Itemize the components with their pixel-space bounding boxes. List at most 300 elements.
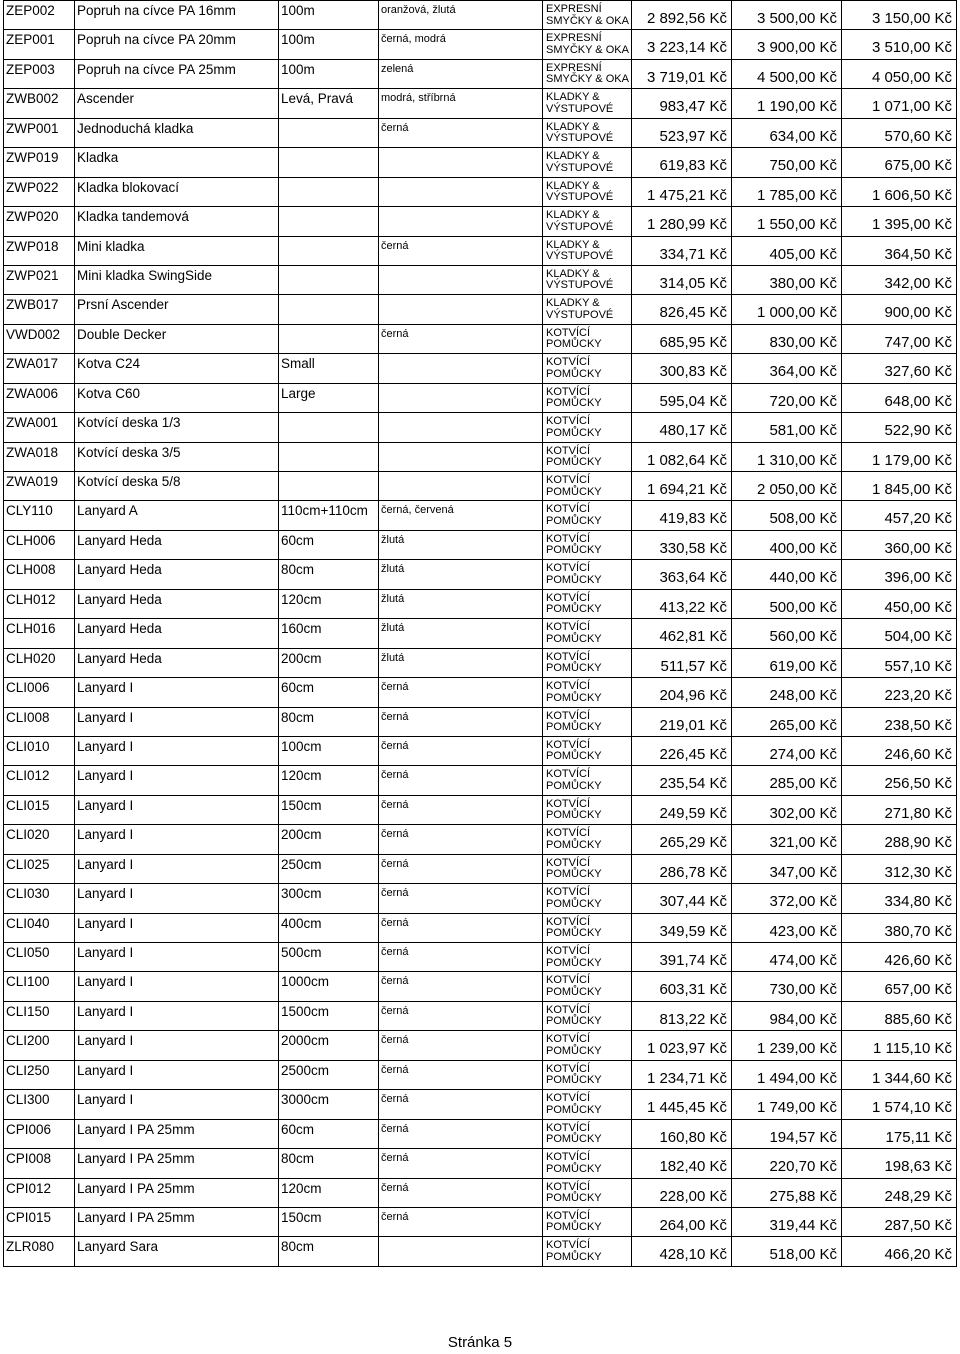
- product-name-text: Lanyard I: [77, 1092, 134, 1108]
- size-cell: [279, 177, 379, 206]
- product-code-text: CPI006: [6, 1121, 52, 1137]
- product-code-cell: [4, 619, 75, 648]
- discounted-price-cell: [842, 972, 957, 1001]
- product-name-text: Kotva C24: [77, 356, 141, 372]
- price-without-vat-text: 1 280,99 Kč: [646, 216, 727, 234]
- table-row: [4, 736, 957, 765]
- price-with-vat-cell: [732, 913, 842, 942]
- price-with-vat-text: 194,57 Kč: [769, 1128, 837, 1146]
- price-with-vat-text: 321,00 Kč: [769, 834, 837, 852]
- discounted-price-cell: [842, 648, 957, 677]
- product-name-text: Lanyard I: [77, 856, 134, 872]
- table-row: [4, 30, 957, 59]
- product-code-text: ZWP018: [6, 238, 59, 254]
- product-name-text: Lanyard I: [77, 1033, 134, 1049]
- color-text: [381, 443, 542, 446]
- product-code-cell: [4, 1031, 75, 1060]
- size-cell: [279, 236, 379, 265]
- product-code-text: ZWP019: [6, 150, 59, 166]
- discounted-price-cell: [842, 59, 957, 88]
- table-row: [4, 1149, 957, 1178]
- category-cell: [543, 383, 632, 412]
- price-without-vat-text: 226,45 Kč: [659, 745, 727, 763]
- category-cell: [543, 354, 632, 383]
- product-name-cell: [75, 413, 279, 442]
- product-code-text: CLI010: [6, 738, 50, 754]
- category-text: KOTVÍCÍ POMŮCKY: [546, 1003, 602, 1028]
- table-row: [4, 1119, 957, 1148]
- category-text: KOTVÍCÍ POMŮCKY: [546, 1239, 602, 1263]
- size-text: [281, 266, 378, 268]
- price-with-vat-cell: [732, 265, 842, 294]
- category-text: KOTVÍCÍ POMŮCKY: [546, 621, 602, 645]
- discounted-price-text: 4 050,00 Kč: [871, 68, 952, 86]
- color-text: černá: [381, 710, 409, 723]
- table-row: [4, 1090, 957, 1119]
- category-cell: [543, 648, 632, 677]
- price-with-vat-cell: [732, 1090, 842, 1119]
- product-name-cell: [75, 354, 279, 383]
- table-row: [4, 972, 957, 1001]
- table-row: [4, 560, 957, 589]
- color-cell: [379, 1119, 543, 1148]
- price-without-vat-text: 235,54 Kč: [659, 775, 727, 793]
- product-code-text: ZWP021: [6, 267, 59, 283]
- discounted-price-text: 426,60 Kč: [884, 952, 952, 969]
- size-cell: [279, 943, 379, 972]
- discounted-price-cell: [842, 795, 957, 824]
- size-text: 500cm: [281, 945, 322, 960]
- color-text: černá, modrá: [381, 33, 446, 46]
- price-with-vat-text: 1 000,00 Kč: [756, 304, 837, 322]
- category-text: KOTVÍCÍ POMŮCKY: [546, 1180, 602, 1204]
- color-cell: [379, 1090, 543, 1119]
- category-text: EXPRESNÍ SMYČKY & OKA: [546, 61, 629, 86]
- color-text: [381, 384, 542, 387]
- color-cell: [379, 943, 543, 972]
- category-text: KOTVÍCÍ POMŮCKY: [546, 650, 602, 675]
- price-without-vat-cell: [632, 89, 732, 118]
- size-text: [281, 295, 378, 297]
- price-with-vat-cell: [732, 854, 842, 883]
- discounted-price-text: 312,30 Kč: [884, 863, 952, 881]
- product-code-text: ZWA017: [6, 356, 59, 372]
- price-with-vat-text: 2 050,00 Kč: [756, 481, 837, 498]
- product-name-text: Ascender: [77, 91, 135, 107]
- product-code-text: ZWP001: [6, 120, 59, 136]
- size-cell: [279, 59, 379, 88]
- category-cell: [543, 324, 632, 353]
- discounted-price-cell: [842, 413, 957, 442]
- product-name-cell: [75, 530, 279, 559]
- color-text: černá: [381, 798, 409, 811]
- table-row: [4, 442, 957, 471]
- price-without-vat-cell: [632, 560, 732, 589]
- product-name-cell: [75, 766, 279, 795]
- product-code-text: ZEP001: [6, 32, 55, 48]
- table-row: [4, 324, 957, 353]
- product-name-text: Lanyard I PA 25mm: [77, 1121, 195, 1137]
- product-name-text: Kotvící deska 5/8: [77, 474, 181, 489]
- discounted-price-cell: [842, 943, 957, 972]
- price-with-vat-text: 830,00 Kč: [769, 333, 837, 351]
- category-cell: [543, 1001, 632, 1030]
- color-text: černá: [381, 916, 409, 929]
- price-with-vat-cell: [732, 1178, 842, 1207]
- size-cell: [279, 1119, 379, 1148]
- color-text: černá: [381, 121, 409, 134]
- discounted-price-cell: [842, 1149, 957, 1178]
- category-text: KLADKY & VÝSTUPOVÉ: [546, 120, 614, 145]
- product-code-cell: [4, 678, 75, 707]
- product-code-text: CLI012: [6, 768, 50, 784]
- price-without-vat-cell: [632, 884, 732, 913]
- product-code-cell: [4, 89, 75, 118]
- size-cell: [279, 884, 379, 913]
- price-without-vat-text: 349,59 Kč: [659, 922, 727, 940]
- product-name-cell: [75, 943, 279, 972]
- size-text: 80cm: [281, 1239, 315, 1255]
- price-with-vat-cell: [732, 736, 842, 765]
- price-without-vat-cell: [632, 59, 732, 88]
- category-cell: [543, 1149, 632, 1178]
- category-text: KOTVÍCÍ POMŮCKY: [546, 915, 602, 940]
- price-with-vat-cell: [732, 1001, 842, 1030]
- price-without-vat-text: 1 082,64 Kč: [646, 451, 727, 469]
- product-code-text: CLI040: [6, 915, 50, 931]
- product-name-cell: [75, 501, 279, 530]
- product-name-cell: [75, 1, 279, 30]
- discounted-price-text: 885,60 Kč: [884, 1010, 952, 1028]
- color-cell: [379, 118, 543, 147]
- discounted-price-cell: [842, 118, 957, 147]
- size-cell: [279, 648, 379, 677]
- product-code-cell: [4, 1001, 75, 1030]
- product-code-text: CPI012: [6, 1180, 52, 1196]
- product-name-text: Lanyard I PA 25mm: [77, 1151, 195, 1167]
- table-row: [4, 619, 957, 648]
- table-row: [4, 854, 957, 883]
- product-code-cell: [4, 236, 75, 265]
- price-list-table: [3, 0, 957, 1267]
- product-code-cell: [4, 30, 75, 59]
- product-code-cell: [4, 265, 75, 294]
- size-cell: [279, 1, 379, 30]
- size-cell: [279, 619, 379, 648]
- color-cell: [379, 442, 543, 471]
- discounted-price-text: 396,00 Kč: [884, 569, 952, 587]
- category-cell: [543, 884, 632, 913]
- product-code-cell: [4, 295, 75, 324]
- product-name-text: Kladka: [77, 150, 119, 166]
- price-with-vat-cell: [732, 118, 842, 147]
- discounted-price-cell: [842, 501, 957, 530]
- price-without-vat-cell: [632, 825, 732, 854]
- price-without-vat-text: 300,83 Kč: [659, 363, 727, 381]
- product-code-cell: [4, 648, 75, 677]
- price-without-vat-cell: [632, 972, 732, 1001]
- discounted-price-cell: [842, 207, 957, 236]
- price-with-vat-cell: [732, 1, 842, 30]
- product-name-text: Lanyard Heda: [77, 532, 162, 548]
- product-name-cell: [75, 236, 279, 265]
- price-without-vat-cell: [632, 265, 732, 294]
- discounted-price-cell: [842, 1031, 957, 1060]
- price-without-vat-cell: [632, 1149, 732, 1178]
- discounted-price-text: 288,90 Kč: [884, 834, 952, 852]
- discounted-price-text: 246,60 Kč: [884, 745, 952, 763]
- price-without-vat-text: 307,44 Kč: [659, 893, 727, 911]
- price-with-vat-text: 518,00 Kč: [769, 1246, 837, 1264]
- product-name-cell: [75, 854, 279, 883]
- product-code-text: CLI008: [6, 709, 50, 725]
- price-with-vat-text: 720,00 Kč: [769, 392, 837, 410]
- product-name-cell: [75, 1178, 279, 1207]
- discounted-price-text: 380,70 Kč: [884, 922, 952, 940]
- price-with-vat-text: 500,00 Kč: [769, 598, 837, 616]
- product-name-cell: [75, 295, 279, 324]
- category-text: KOTVÍCÍ POMŮCKY: [546, 680, 602, 704]
- table-row: [4, 707, 957, 736]
- category-cell: [543, 295, 632, 324]
- category-text: KLADKY & VÝSTUPOVÉ: [546, 179, 614, 204]
- color-text: [381, 178, 542, 181]
- discounted-price-text: 248,29 Kč: [884, 1187, 952, 1205]
- table-row: [4, 59, 957, 88]
- color-cell: [379, 589, 543, 618]
- category-cell: [543, 1119, 632, 1148]
- size-text: [281, 148, 378, 150]
- category-text: EXPRESNÍ SMYČKY & OKA: [546, 3, 629, 27]
- price-without-vat-text: 413,22 Kč: [659, 598, 727, 616]
- category-cell: [543, 1237, 632, 1266]
- category-cell: [543, 236, 632, 265]
- size-text: 120cm: [281, 1180, 322, 1196]
- size-text: 250cm: [281, 856, 322, 872]
- price-with-vat-text: 634,00 Kč: [769, 127, 837, 145]
- price-without-vat-text: 182,40 Kč: [659, 1158, 727, 1176]
- price-with-vat-text: 984,00 Kč: [769, 1010, 837, 1028]
- color-text: zelená: [381, 62, 414, 75]
- price-without-vat-text: 480,17 Kč: [659, 422, 727, 440]
- size-cell: [279, 825, 379, 854]
- product-name-text: Lanyard I: [77, 827, 134, 843]
- price-without-vat-cell: [632, 1237, 732, 1266]
- product-name-cell: [75, 177, 279, 206]
- product-name-text: Jednoduchá kladka: [77, 120, 194, 136]
- discounted-price-text: 1 606,50 Kč: [871, 186, 952, 204]
- product-name-text: Mini kladka SwingSide: [77, 267, 213, 283]
- price-with-vat-cell: [732, 1119, 842, 1148]
- price-without-vat-cell: [632, 854, 732, 883]
- size-text: 60cm: [281, 532, 315, 548]
- price-with-vat-cell: [732, 530, 842, 559]
- product-name-cell: [75, 265, 279, 294]
- size-cell: [279, 678, 379, 707]
- product-name-text: Lanyard I: [77, 797, 134, 813]
- table-row: [4, 678, 957, 707]
- product-code-text: CLI020: [6, 827, 50, 843]
- category-text: KOTVÍCÍ POMŮCKY: [546, 768, 602, 792]
- product-name-text: Lanyard A: [77, 503, 138, 519]
- color-cell: [379, 295, 543, 324]
- size-text: 100m: [281, 32, 315, 48]
- price-without-vat-text: 314,05 Kč: [659, 274, 727, 292]
- color-cell: [379, 413, 543, 442]
- product-code-text: ZWP020: [6, 209, 59, 225]
- discounted-price-cell: [842, 89, 957, 118]
- size-text: 1000cm: [281, 974, 330, 990]
- price-with-vat-text: 730,00 Kč: [769, 981, 837, 999]
- price-without-vat-text: 1 445,45 Kč: [646, 1099, 727, 1117]
- category-cell: [543, 59, 632, 88]
- size-cell: [279, 795, 379, 824]
- size-text: 60cm: [281, 1121, 315, 1137]
- price-without-vat-cell: [632, 442, 732, 471]
- price-without-vat-text: 160,80 Kč: [659, 1128, 727, 1146]
- table-row: [4, 1031, 957, 1060]
- product-name-cell: [75, 589, 279, 618]
- color-text: oranžová, žlutá: [381, 4, 456, 16]
- price-without-vat-text: 523,97 Kč: [659, 127, 727, 145]
- discounted-price-text: 747,00 Kč: [884, 333, 952, 351]
- discounted-price-cell: [842, 1060, 957, 1089]
- size-text: 60cm: [281, 680, 315, 696]
- product-code-cell: [4, 118, 75, 147]
- category-cell: [543, 1, 632, 30]
- category-text: KOTVÍCÍ POMŮCKY: [546, 1033, 602, 1057]
- price-without-vat-cell: [632, 795, 732, 824]
- table-row: [4, 265, 957, 294]
- discounted-price-cell: [842, 678, 957, 707]
- product-name-cell: [75, 825, 279, 854]
- size-text: 150cm: [281, 797, 322, 813]
- size-text: 300cm: [281, 886, 322, 902]
- product-name-cell: [75, 884, 279, 913]
- product-code-text: VWD002: [6, 326, 61, 342]
- color-text: [381, 266, 542, 269]
- category-text: KOTVÍCÍ POMŮCKY: [546, 503, 602, 527]
- table-row: [4, 89, 957, 118]
- product-name-text: Kotvící deska 1/3: [77, 415, 181, 431]
- category-cell: [543, 501, 632, 530]
- price-with-vat-text: 248,00 Kč: [769, 687, 837, 705]
- color-cell: [379, 1031, 543, 1060]
- category-cell: [543, 707, 632, 736]
- category-cell: [543, 943, 632, 972]
- category-text: KOTVÍCÍ POMŮCKY: [546, 886, 602, 910]
- product-name-cell: [75, 472, 279, 501]
- discounted-price-cell: [842, 766, 957, 795]
- category-cell: [543, 1178, 632, 1207]
- product-code-text: CLH016: [6, 621, 56, 637]
- price-with-vat-text: 423,00 Kč: [769, 922, 837, 940]
- price-without-vat-text: 204,96 Kč: [659, 687, 727, 705]
- color-cell: [379, 619, 543, 648]
- price-with-vat-cell: [732, 354, 842, 383]
- price-without-vat-cell: [632, 1119, 732, 1148]
- color-text: černá: [381, 1210, 409, 1223]
- color-text: [381, 472, 542, 475]
- discounted-price-text: 334,80 Kč: [884, 893, 952, 911]
- price-with-vat-text: 1 239,00 Kč: [756, 1040, 837, 1058]
- product-code-cell: [4, 324, 75, 353]
- table-row: [4, 236, 957, 265]
- discounted-price-cell: [842, 1178, 957, 1207]
- price-with-vat-cell: [732, 1237, 842, 1266]
- price-with-vat-cell: [732, 442, 842, 471]
- discounted-price-text: 271,80 Kč: [884, 804, 952, 822]
- category-text: KOTVÍCÍ POMŮCKY: [546, 532, 602, 557]
- category-text: KLADKY & VÝSTUPOVÉ: [546, 150, 614, 174]
- price-with-vat-text: 1 785,00 Kč: [756, 186, 837, 204]
- color-text: žlutá: [381, 651, 405, 664]
- discounted-price-text: 504,00 Kč: [884, 628, 952, 646]
- product-code-cell: [4, 972, 75, 1001]
- size-text: 200cm: [281, 650, 322, 666]
- table-row: [4, 413, 957, 442]
- price-without-vat-cell: [632, 530, 732, 559]
- category-cell: [543, 795, 632, 824]
- price-with-vat-text: 581,00 Kč: [769, 422, 837, 440]
- price-with-vat-cell: [732, 413, 842, 442]
- product-code-cell: [4, 854, 75, 883]
- color-text: černá: [381, 828, 409, 841]
- table-row: [4, 354, 957, 383]
- size-text: 200cm: [281, 827, 322, 843]
- color-cell: [379, 324, 543, 353]
- category-cell: [543, 560, 632, 589]
- size-cell: [279, 354, 379, 383]
- discounted-price-cell: [842, 1, 957, 30]
- color-cell: [379, 678, 543, 707]
- price-with-vat-text: 1 550,00 Kč: [756, 216, 837, 234]
- color-text: černá: [381, 1004, 409, 1017]
- price-without-vat-cell: [632, 678, 732, 707]
- discounted-price-cell: [842, 736, 957, 765]
- product-name-text: Lanyard I: [77, 709, 134, 725]
- size-text: 110cm+110cm: [281, 503, 368, 519]
- table-row: [4, 884, 957, 913]
- discounted-price-cell: [842, 1090, 957, 1119]
- category-text: KLADKY & VÝSTUPOVÉ: [546, 209, 614, 233]
- size-cell: [279, 118, 379, 147]
- product-name-text: Lanyard I PA 25mm: [77, 1209, 195, 1225]
- size-text: [281, 178, 378, 180]
- discounted-price-cell: [842, 324, 957, 353]
- category-cell: [543, 1090, 632, 1119]
- discounted-price-text: 360,00 Kč: [884, 539, 952, 557]
- color-text: [381, 295, 542, 298]
- product-code-cell: [4, 1119, 75, 1148]
- color-text: černá: [381, 681, 409, 694]
- product-code-text: ZWA001: [6, 415, 59, 431]
- price-with-vat-text: 364,00 Kč: [769, 363, 837, 381]
- price-with-vat-text: 285,00 Kč: [769, 775, 837, 793]
- price-list-body: [4, 1, 957, 1267]
- color-text: [381, 148, 542, 151]
- product-name-text: Lanyard I PA 25mm: [77, 1180, 195, 1196]
- size-cell: [279, 766, 379, 795]
- price-without-vat-text: 219,01 Kč: [659, 716, 727, 734]
- table-row: [4, 472, 957, 501]
- price-with-vat-cell: [732, 795, 842, 824]
- category-text: KOTVÍCÍ POMŮCKY: [546, 356, 602, 380]
- product-name-cell: [75, 648, 279, 677]
- category-text: KOTVÍCÍ POMŮCKY: [546, 945, 602, 969]
- color-cell: [379, 795, 543, 824]
- discounted-price-cell: [842, 884, 957, 913]
